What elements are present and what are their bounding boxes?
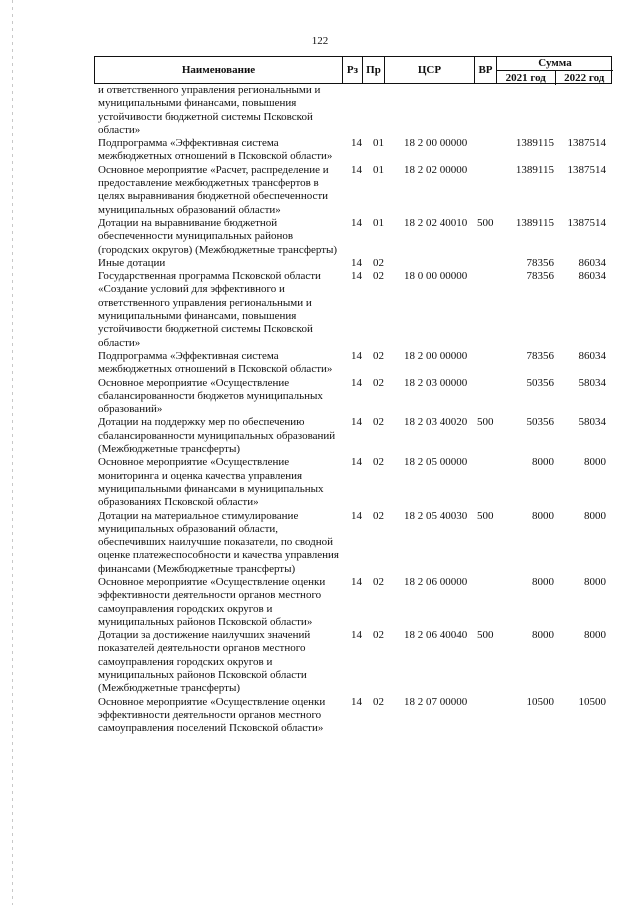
row-rz: 14 bbox=[351, 270, 362, 283]
row-name: Основное мероприятие «Осуществление сбалансированности бюджетов муниципальных образований» bbox=[98, 376, 323, 416]
row-amount-2022: 58034 bbox=[578, 376, 606, 389]
row-csr: 18 2 00 00000 bbox=[404, 137, 468, 150]
row-vr: 500 bbox=[477, 509, 494, 522]
row-vr: 500 bbox=[477, 629, 494, 642]
row-rz: 14 bbox=[351, 376, 362, 389]
row-amount-2022: 86034 bbox=[578, 270, 606, 283]
row-rz: 14 bbox=[351, 349, 362, 362]
row-rz: 14 bbox=[351, 575, 362, 588]
table-row bbox=[0, 629, 640, 695]
row-amount-2022: 86034 bbox=[578, 256, 606, 269]
row-name: Дотации на материальное стимулирование муниципальных образований области, обеспечивших наилучшие показатели, по сводной оценке платежеспособности и качества управления финансами (Межбюджетные трансферты) bbox=[98, 509, 339, 575]
table-row bbox=[0, 164, 640, 217]
page-number: 122 bbox=[311, 35, 329, 47]
row-rz: 14 bbox=[351, 216, 362, 229]
table-row bbox=[0, 84, 640, 137]
table-row bbox=[0, 416, 640, 456]
row-amount-2021: 8000 bbox=[532, 509, 554, 522]
row-name: Дотации на поддержку мер по обеспечению сбалансированности муниципальных образований (Межбюджетные трансферты) bbox=[98, 416, 336, 456]
row-amount-2022: 8000 bbox=[584, 509, 606, 522]
row-amount-2021: 1389115 bbox=[515, 163, 554, 176]
row-amount-2021: 8000 bbox=[532, 575, 554, 588]
header-pr: Пр bbox=[363, 57, 385, 83]
row-csr: 18 0 00 00000 bbox=[404, 270, 468, 283]
row-vr: 500 bbox=[477, 416, 494, 429]
header-rz: Рз bbox=[343, 57, 363, 83]
table-row bbox=[0, 217, 640, 257]
row-pr: 02 bbox=[373, 575, 384, 588]
row-rz: 14 bbox=[351, 416, 362, 429]
row-name: Основное мероприятие «Осуществление мониторинга и оценка качества управления муниципальными финансами в муниципальных образованиях Псковской области» bbox=[98, 456, 324, 509]
row-pr: 02 bbox=[373, 256, 384, 269]
table-row bbox=[0, 350, 640, 377]
row-csr: 18 2 07 00000 bbox=[404, 695, 468, 708]
row-csr: 18 2 02 00000 bbox=[404, 163, 468, 176]
header-sum-title: Сумма bbox=[497, 57, 613, 71]
table-header bbox=[94, 56, 612, 84]
row-vr: 500 bbox=[477, 216, 494, 229]
row-csr: 18 2 02 40010 bbox=[404, 216, 468, 229]
row-csr: 18 2 05 40030 bbox=[404, 509, 468, 522]
row-name: Дотации за достижение наилучших значений показателей деятельности органов местного самоуправления городских округов и муниципальных районов Псковской области (Межбюджетные трансферты) bbox=[98, 629, 311, 695]
row-pr: 02 bbox=[373, 349, 384, 362]
row-name: Иные дотации bbox=[98, 256, 166, 269]
row-rz: 14 bbox=[351, 629, 362, 642]
table-row bbox=[0, 696, 640, 736]
row-amount-2021: 1389115 bbox=[515, 216, 554, 229]
row-amount-2021: 78356 bbox=[526, 256, 554, 269]
row-amount-2022: 8000 bbox=[584, 456, 606, 469]
row-name: Основное мероприятие «Осуществление оценки эффективности деятельности органов местного самоуправления поселений Псковской области» bbox=[98, 695, 326, 735]
row-csr: 18 2 06 40040 bbox=[404, 629, 468, 642]
table-row bbox=[0, 456, 640, 509]
row-pr: 02 bbox=[373, 376, 384, 389]
header-year-2021: 2021 год bbox=[497, 71, 556, 85]
row-name: и ответственного управления региональными и муниципальными финансами, повышения устойчивости бюджетной системы Псковской области» bbox=[98, 84, 321, 136]
row-pr: 02 bbox=[373, 629, 384, 642]
row-name: Основное мероприятие «Расчет, распределение и предоставление межбюджетных трансфертов в целях выравнивания бюджетной обеспеченности муниципальных образований области» bbox=[98, 163, 329, 216]
row-pr: 02 bbox=[373, 456, 384, 469]
row-rz: 14 bbox=[351, 695, 362, 708]
row-csr: 18 2 05 00000 bbox=[404, 456, 468, 469]
row-amount-2022: 8000 bbox=[584, 575, 606, 588]
header-name: Наименование bbox=[95, 57, 343, 83]
row-amount-2022: 1387514 bbox=[567, 216, 606, 229]
row-amount-2021: 78356 bbox=[526, 270, 554, 283]
row-amount-2021: 1389115 bbox=[515, 137, 554, 150]
header-year-2022: 2022 год bbox=[564, 72, 605, 84]
row-amount-2021: 10500 bbox=[526, 695, 554, 708]
row-name: Подпрограмма «Эффективная система межбюджетных отношений в Псковской области» bbox=[98, 349, 333, 376]
row-rz: 14 bbox=[351, 456, 362, 469]
row-pr: 02 bbox=[373, 695, 384, 708]
row-rz: 14 bbox=[351, 509, 362, 522]
row-amount-2021: 8000 bbox=[532, 629, 554, 642]
row-pr: 01 bbox=[373, 163, 384, 176]
row-pr: 02 bbox=[373, 416, 384, 429]
row-amount-2021: 78356 bbox=[526, 349, 554, 362]
row-csr: 18 2 06 00000 bbox=[404, 575, 468, 588]
table-row bbox=[0, 377, 640, 417]
row-amount-2021: 8000 bbox=[532, 456, 554, 469]
row-csr: 18 2 00 00000 bbox=[404, 349, 468, 362]
header-vr: ВР bbox=[475, 57, 497, 83]
table-row bbox=[0, 137, 640, 164]
table-row bbox=[0, 257, 640, 270]
row-pr: 01 bbox=[373, 216, 384, 229]
row-name: Дотации на выравнивание бюджетной обеспеченности муниципальных районов (городских округов) (Межбюджетные трансферты) bbox=[98, 216, 338, 256]
row-amount-2022: 1387514 bbox=[567, 163, 606, 176]
row-name: Подпрограмма «Эффективная система межбюджетных отношений в Псковской области» bbox=[98, 137, 333, 163]
row-amount-2022: 86034 bbox=[578, 349, 606, 362]
table-body bbox=[0, 84, 640, 736]
row-pr: 02 bbox=[373, 509, 384, 522]
row-csr: 18 2 03 40020 bbox=[404, 416, 468, 429]
row-csr: 18 2 03 00000 bbox=[404, 376, 468, 389]
row-amount-2022: 8000 bbox=[584, 629, 606, 642]
table-row bbox=[0, 576, 640, 629]
header-sum bbox=[497, 57, 613, 83]
row-rz: 14 bbox=[351, 137, 362, 150]
row-pr: 01 bbox=[373, 137, 384, 150]
table-row bbox=[0, 510, 640, 576]
row-amount-2021: 50356 bbox=[526, 376, 554, 389]
row-rz: 14 bbox=[351, 163, 362, 176]
row-name: Основное мероприятие «Осуществление оценки эффективности деятельности органов местного самоуправления городских округов и муниципальных районов Псковской области» bbox=[98, 575, 326, 628]
table-row bbox=[0, 270, 640, 350]
row-amount-2021: 50356 bbox=[526, 416, 554, 429]
row-pr: 02 bbox=[373, 270, 384, 283]
row-name: Государственная программа Псковской области «Создание условий для эффективного и ответственного управления региональными и муниципальными финансами, повышения устойчивости бюджетной системы Псковской области» bbox=[98, 270, 321, 349]
row-rz: 14 bbox=[351, 256, 362, 269]
row-amount-2022: 58034 bbox=[578, 416, 606, 429]
row-amount-2022: 1387514 bbox=[567, 137, 606, 150]
row-amount-2022: 10500 bbox=[578, 695, 606, 708]
header-csr: ЦСР bbox=[385, 57, 475, 83]
